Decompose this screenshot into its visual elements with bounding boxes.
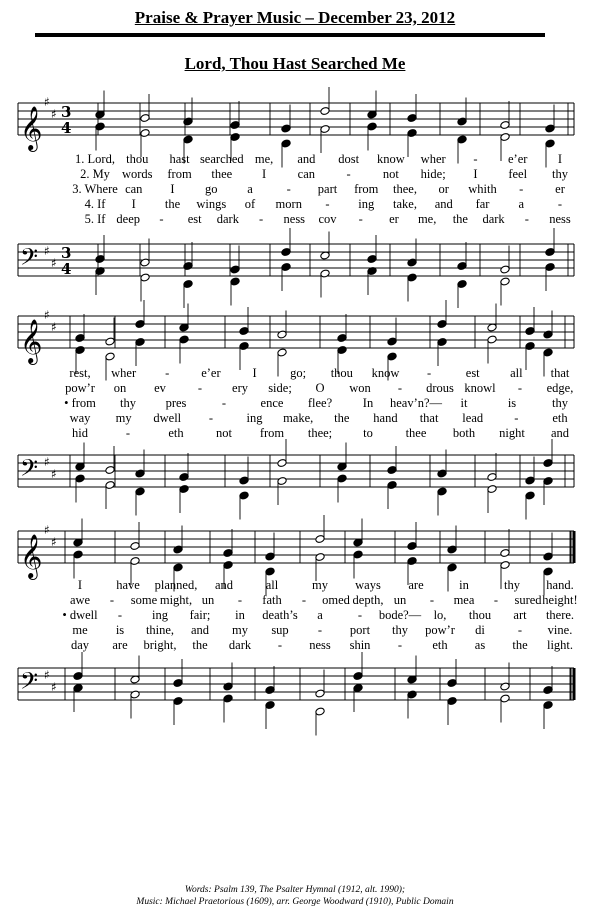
lyric-verse-3 [0,608,590,622]
lyric-syllable: thee [405,426,427,440]
lyric-syllable: est [187,212,202,226]
lyric-syllable: - [109,593,115,607]
lyric-syllable: thou [330,366,353,380]
lyric-syllable: - [165,366,170,380]
lyric-syllable: make, [283,411,314,425]
lyric-syllable: and [297,152,316,166]
lyric-syllable: day [70,638,90,652]
sharp-icon: ♯ [51,535,57,549]
lyric-syllable: dark [482,212,505,226]
lyric-syllable: way [69,411,91,425]
lyric-syllable: - [357,608,363,622]
lyric-syllable: - [524,212,529,226]
lyric-syllable: the [334,411,350,425]
lyric-syllable: un [201,593,215,607]
lyric-syllable: a [247,182,253,196]
lyric-syllable: light. [546,638,574,652]
lyric-syllable: flee? [307,396,333,410]
lyric-verse-1 [0,578,590,592]
lyric-verse-1 [0,366,590,380]
lyric-syllable: might, [159,593,193,607]
lyric-syllable: wher [111,366,137,380]
lyric-syllable: ness [309,638,331,652]
lyric-syllable: some [130,593,158,607]
lyric-syllable: height! [542,593,578,607]
sharp-icon: ♯ [44,95,50,109]
lyric-syllable: - [346,167,351,181]
lyric-syllable: - [557,197,563,211]
lyric-syllable: my [115,411,132,425]
lyric-syllable: vine. [547,623,573,637]
lyric-syllable: morn [275,197,302,211]
lyric-syllable: deep [116,212,141,226]
lyric-syllable: • dwell [62,608,98,622]
lyric-syllable: pow’r [65,381,95,395]
lyric-syllable: shin [349,638,371,652]
lyric-syllable: my [312,578,328,592]
lyric-syllable: port [349,623,371,637]
lyric-verse-1 [0,152,590,166]
lyric-syllable: part [317,182,338,196]
sharp-icon: ♯ [51,680,57,694]
bass-staff [18,454,574,487]
lyric-syllable: and [550,426,570,440]
lyric-syllable: hide; [420,167,446,181]
treble-staff [18,523,574,580]
lyric-syllable: bode?— [378,608,422,622]
lyric-syllable: ness [549,212,571,226]
sharp-icon: ♯ [44,308,50,322]
lyric-syllable: - [473,152,478,166]
lyric-syllable: pow’r [425,623,455,637]
lyric-syllable: planned, [154,578,198,592]
lyric-syllable: I [170,182,175,196]
lyric-verse-4 [0,197,590,211]
lyric-syllable: is [115,623,125,637]
lyric-syllable: eth [552,411,568,425]
lyric-syllable: I [131,197,136,211]
page-header: Praise & Prayer Music – December 23, 2012 [134,8,456,27]
lyric-syllable: dark [216,212,239,226]
lyric-syllable: have [116,578,140,592]
lyric-syllable: thine, [145,623,175,637]
lyric-syllable: sured [514,593,542,607]
lyric-syllable: - [277,638,283,652]
lyric-syllable: drous [426,381,454,395]
lyric-syllable: thee; [307,426,333,440]
lyric-syllable: it [460,396,468,410]
lyric-syllable: in [235,608,245,622]
time-signature-denominator: 4 [61,260,72,278]
lyric-syllable: and [214,578,234,592]
lyric-verse-5 [0,212,590,226]
lyric-syllable: there. [545,608,575,622]
lyric-syllable: I [252,366,257,380]
lyric-syllable: - [493,593,499,607]
lyric-syllable: edge, [546,381,574,395]
sharp-icon: ♯ [44,455,50,469]
lyric-syllable: 5. If [84,212,106,226]
lyric-syllable: ing [358,197,375,211]
lyric-syllable: thee, [393,182,417,196]
lyric-syllable: thee [211,167,233,181]
lyric-syllable: wher [420,152,446,166]
lyric-syllable: and [190,623,210,637]
lyric-syllable: night [499,426,525,440]
lyric-syllable: I [557,152,563,166]
lyric-syllable: thou [468,608,492,622]
lyric-syllable: - [208,411,213,425]
lyric-syllable: ness [283,212,306,226]
lyric-syllable: - [325,197,330,211]
lyric-syllable: both [452,426,476,440]
lyric-syllable: hast [169,152,190,166]
lyric-verse-5 [0,426,590,440]
lyric-syllable: or [438,182,449,196]
lyric-syllable: not [216,426,232,440]
bass-clef-icon: 𝄢 [20,243,39,276]
lyric-syllable: thy [120,396,136,410]
lyric-syllable: - [197,381,203,395]
lyric-syllable: hand [373,411,398,425]
lyric-syllable: in [459,578,469,592]
time-signature-denominator: 4 [61,119,72,137]
lyric-syllable: awe [69,593,91,607]
lyric-syllable: - [429,593,435,607]
lyric-syllable: not [382,167,399,181]
lyric-syllable: ing [246,411,263,425]
lyric-syllable: 3. Where [72,182,118,196]
lyric-syllable: knowl [464,381,496,395]
lyric-syllable: art [513,608,527,622]
sharp-icon: ♯ [44,668,50,682]
treble-clef-icon: 𝄞 [20,534,43,578]
lyric-syllable: I [473,167,478,181]
lyric-syllable: - [317,623,323,637]
lyric-syllable: searched [199,152,244,166]
bass-staff [18,667,574,700]
treble-clef-icon: 𝄞 [20,319,43,363]
lyric-syllable: ence [260,396,284,410]
lyric-syllable: rest, [69,366,91,380]
lyric-syllable: all [510,366,523,380]
lyric-syllable: are [408,578,424,592]
lyric-syllable: know [377,152,405,166]
lyric-syllable: cov [318,212,337,226]
lyric-syllable: ev [154,381,166,395]
lyric-syllable: I [77,578,83,592]
sharp-icon: ♯ [51,107,57,121]
lyric-syllable: can [125,182,143,196]
lyric-syllable: pres [165,396,187,410]
lyric-syllable: me [72,623,88,637]
lyric-syllable: from [167,167,192,181]
lyric-syllable: - [301,593,307,607]
lyric-syllable: thy [552,396,568,410]
lyric-syllable: from [354,182,379,196]
lyric-syllable: ery [232,381,248,395]
credits-music: Music: Michael Praetorious (1609), arr. George Woodward (1910), Public Domain [136,897,454,907]
lyric-syllable: the [164,197,181,211]
lyric-syllable: dost [338,152,360,166]
lyric-verse-3 [0,182,590,196]
sharp-icon: ♯ [51,320,57,334]
lyric-syllable: dwell [153,411,182,425]
lyric-syllable: go [205,182,218,196]
lyric-syllable: thy [552,167,568,181]
lyric-syllable: thou [126,152,149,166]
lyric-syllable: won [349,381,371,395]
lyric-syllable: - [258,212,264,226]
lyric-syllable: take, [393,197,417,211]
lyric-syllable: - [517,623,523,637]
lyric-syllable: all [265,578,279,592]
lyric-syllable: fath [262,593,282,607]
lyric-syllable: ways [355,578,381,592]
lyric-syllable: lo, [433,608,447,622]
lyric-syllable: - [286,182,291,196]
lyric-syllable: thy [504,578,520,592]
lyric-verse-4 [0,623,590,637]
lyric-syllable: the [452,212,468,226]
lyric-syllable: whith [468,182,497,196]
lyric-syllable: and [434,197,453,211]
lyric-syllable: wings [196,197,227,211]
lyric-syllable: from [259,426,285,440]
sharp-icon: ♯ [44,244,50,258]
lyric-syllable: - [159,212,164,226]
lyric-syllable: on [113,381,127,395]
lyric-syllable: - [125,426,131,440]
lyric-verse-4 [0,411,590,425]
lyric-syllable: est [465,366,480,380]
lyric-verse-2 [0,381,590,395]
lyric-syllable: e’er [201,366,221,380]
lyric-syllable: - [514,411,519,425]
lyric-syllable: 1. Lord, [75,152,115,166]
lyric-syllable: omed [322,593,350,607]
treble-clef-icon: 𝄞 [20,106,43,150]
lyric-syllable: me, [254,152,274,166]
bass-clef-icon: 𝄢 [20,667,39,700]
lyric-syllable: death’s [262,608,298,622]
lyric-syllable: - [117,608,123,622]
lyric-syllable: can [297,167,316,181]
credits [0,884,590,908]
lyric-syllable: me, [417,212,437,226]
lyric-syllable: In [362,396,374,410]
lyric-syllable: to [363,426,373,440]
lyric-syllable: of [244,197,256,211]
lyric-syllable: know [371,366,400,380]
lyric-verse-2 [0,167,590,181]
lyric-syllable: words [121,167,153,181]
lyric-syllable: hand. [546,578,574,592]
lyric-syllable: far [475,197,490,211]
lyric-syllable: side; [268,381,292,395]
lyric-syllable: - [221,396,227,410]
lyric-syllable: are [112,638,128,652]
lyric-syllable: ing [152,608,168,622]
lyric-syllable: mea [453,593,475,607]
credits-words: Words: Psalm 139, The Psalter Hymnal (1912, alt. 1990); [184,885,406,895]
lyric-syllable: as [474,638,486,652]
lyric-syllable: my [232,623,248,637]
lyric-syllable: sup [271,623,289,637]
time-signature-numerator: 3 [61,103,72,121]
lyric-syllable: er [555,182,565,196]
bass-notes [73,652,553,736]
lyric-syllable: • from [64,396,96,410]
sharp-icon: ♯ [51,467,57,481]
lyric-syllable: that [550,366,570,380]
lyric-syllable: - [397,638,403,652]
lyric-syllable: a [518,197,525,211]
lyric-syllable: - [519,182,524,196]
bass-clef-icon: 𝄢 [20,454,39,487]
lyric-syllable: fair; [189,608,211,622]
lyric-syllable: hid [72,426,88,440]
lyric-syllable: 4. If [84,197,106,211]
lyric-verse-5 [0,638,590,652]
lyric-syllable: - [426,366,432,380]
lyric-syllable: - [517,381,523,395]
lyric-syllable: e’er [508,152,528,166]
sharp-icon: ♯ [51,256,57,270]
lyric-syllable: feel [508,167,528,181]
lyric-syllable: - [397,381,403,395]
hymn-title: Lord, Thou Hast Searched Me [184,54,406,73]
lyric-syllable: - [358,212,363,226]
lyric-syllable: 2. My [80,167,110,181]
lyric-syllable: eth [432,638,448,652]
lyric-syllable: thy [392,623,408,637]
lyric-verse-2 [0,593,590,607]
lyric-syllable: is [507,396,517,410]
lyric-syllable: O [315,381,325,395]
lyric-syllable: eth [168,426,184,440]
lyric-syllable: heav’n?— [389,396,443,410]
time-signature-numerator: 3 [61,244,72,262]
lyric-syllable: that [419,411,439,425]
lyric-syllable: bright, [143,638,177,652]
lyric-syllable: dark [228,638,252,652]
lyric-syllable: lead [462,411,484,425]
sharp-icon: ♯ [44,523,50,537]
lyric-syllable: the [512,638,528,652]
lyric-syllable: depth, [352,593,384,607]
lyric-syllable: - [237,593,243,607]
lyric-verse-3 [0,396,590,410]
lyric-syllable: I [261,167,267,181]
lyric-syllable: go; [290,366,307,380]
lyric-syllable: un [393,593,407,607]
lyric-syllable: the [192,638,208,652]
lyric-syllable: a [317,608,323,622]
lyric-syllable: er [389,212,399,226]
lyric-syllable: di [475,623,485,637]
